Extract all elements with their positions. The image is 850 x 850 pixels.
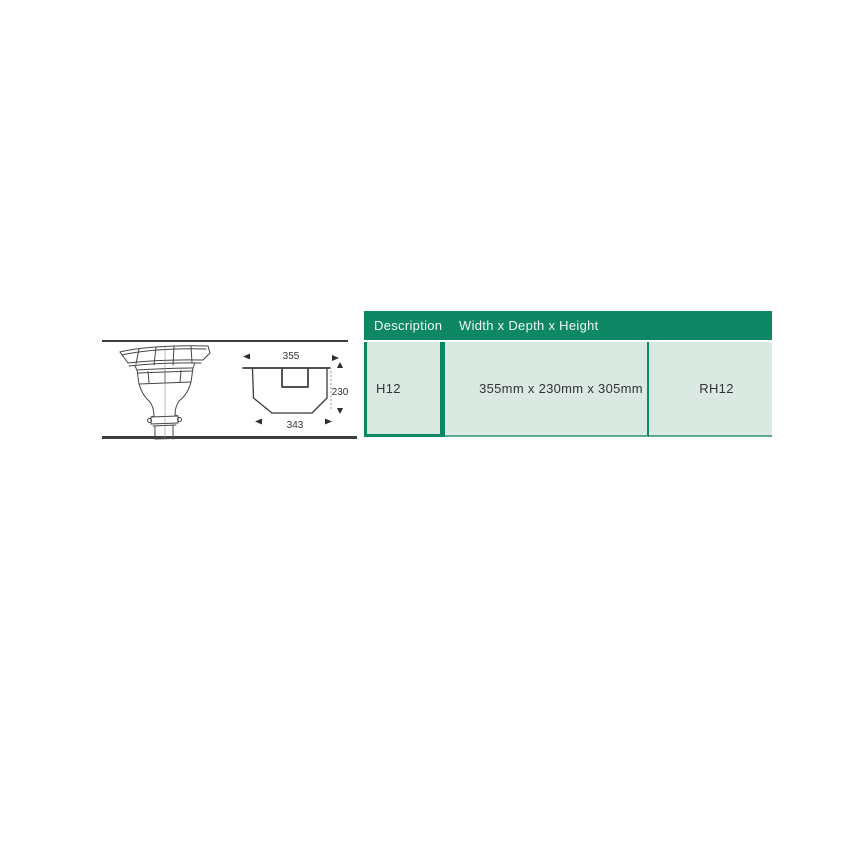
dim-arrow-right-icon xyxy=(332,355,339,361)
product-code: RH12 xyxy=(699,381,734,396)
section-profile-outline xyxy=(253,369,328,413)
hopper-outlet-pipe xyxy=(155,425,173,439)
spec-table-header xyxy=(364,311,772,340)
section-outlet-socket xyxy=(282,369,308,387)
dim-arrow-right2-icon xyxy=(325,419,332,425)
cell-code xyxy=(649,342,772,437)
dim-depth-side-label: 230 xyxy=(331,387,349,398)
spec-table xyxy=(364,311,772,437)
table-row xyxy=(364,342,772,437)
dim-arrow-up-icon xyxy=(337,362,343,368)
header-cell-size: Width x Depth x Height xyxy=(459,318,599,333)
header-cell-description: Description xyxy=(374,318,443,333)
product-description: H12 xyxy=(376,380,401,396)
dim-arrow-left2-icon xyxy=(255,419,262,425)
cell-description xyxy=(364,342,445,437)
dim-arrow-left-icon xyxy=(243,354,250,360)
hopper-head-drawing xyxy=(115,344,215,440)
cell-size xyxy=(445,342,649,437)
hopper-collar xyxy=(148,415,182,426)
dim-arrow-down-icon xyxy=(337,408,343,414)
dim-width-bottom-label: 343 xyxy=(286,420,304,431)
product-dimensions: 355mm x 230mm x 305mm xyxy=(479,381,643,396)
panel-top-rule xyxy=(102,340,348,342)
dim-width-top-label: 355 xyxy=(282,351,300,362)
dimension-diagram xyxy=(240,348,352,432)
